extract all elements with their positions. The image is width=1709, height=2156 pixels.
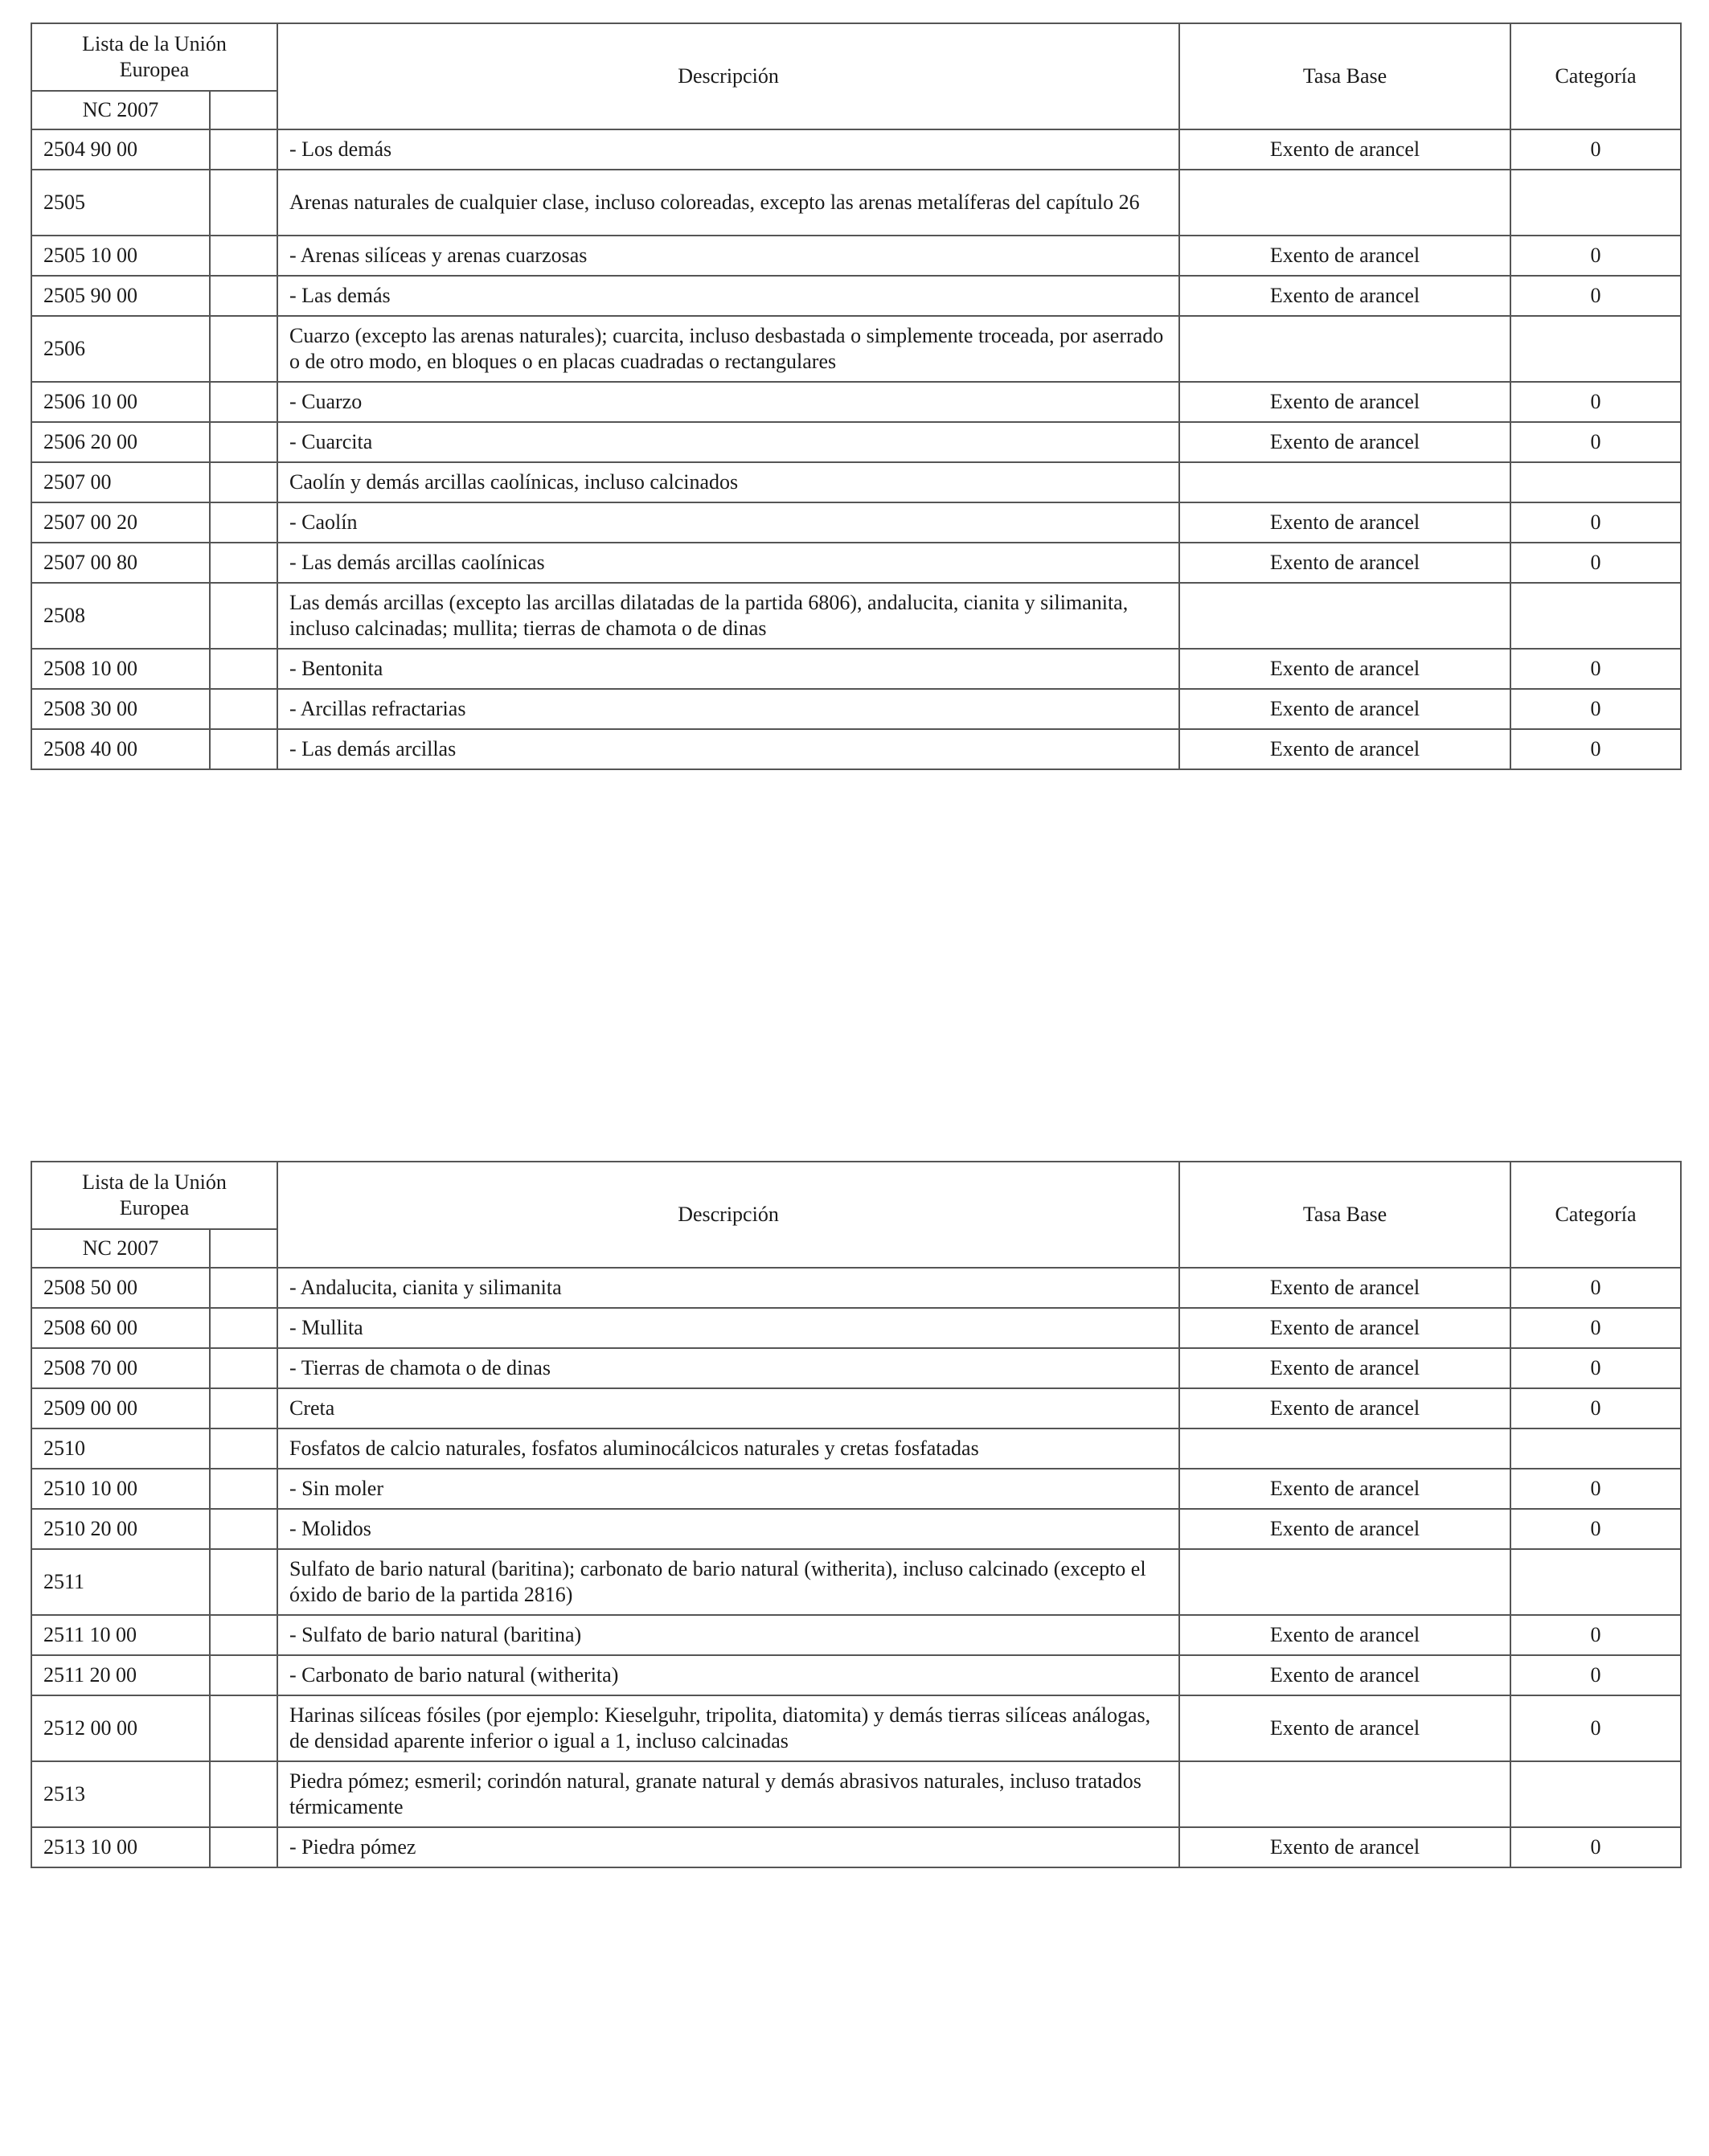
table-row	[31, 1388, 1681, 1428]
code-cell: 2513 10 00	[31, 1827, 210, 1867]
header-list-label: Lista de la Unión Europea	[31, 23, 277, 91]
blank-cell	[210, 502, 277, 543]
header-nc-label: NC 2007	[31, 91, 210, 129]
blank-cell	[210, 1549, 277, 1615]
code-cell: 2510 20 00	[31, 1509, 210, 1549]
code-cell: 2505 90 00	[31, 276, 210, 316]
table-row	[31, 382, 1681, 422]
blank-cell	[210, 170, 277, 236]
code-cell: 2506	[31, 316, 210, 382]
code-cell: 2511 20 00	[31, 1655, 210, 1695]
category-cell	[1510, 170, 1681, 236]
base-rate-cell: Exento de arancel	[1179, 1268, 1510, 1308]
blank-cell	[210, 1348, 277, 1388]
base-rate-cell	[1179, 170, 1510, 236]
code-cell: 2508 40 00	[31, 729, 210, 769]
code-cell: 2506 10 00	[31, 382, 210, 422]
blank-cell	[210, 1655, 277, 1695]
blank-cell	[210, 129, 277, 170]
description-cell: - Cuarcita	[277, 422, 1179, 462]
header-description: Descripción	[277, 1162, 1179, 1268]
category-cell: 0	[1510, 1655, 1681, 1695]
header-category: Categoría	[1510, 1162, 1681, 1268]
table-row	[31, 1761, 1681, 1827]
code-cell: 2510	[31, 1428, 210, 1469]
code-cell: 2505	[31, 170, 210, 236]
code-cell: 2508 30 00	[31, 689, 210, 729]
table-row	[31, 276, 1681, 316]
table-row	[31, 422, 1681, 462]
header-list-label: Lista de la Unión Europea	[31, 1162, 277, 1229]
table-row	[31, 1827, 1681, 1867]
base-rate-cell: Exento de arancel	[1179, 129, 1510, 170]
description-cell: - Las demás	[277, 276, 1179, 316]
header-category: Categoría	[1510, 23, 1681, 129]
category-cell: 0	[1510, 276, 1681, 316]
category-cell	[1510, 1761, 1681, 1827]
base-rate-cell: Exento de arancel	[1179, 1469, 1510, 1509]
category-cell: 0	[1510, 649, 1681, 689]
category-cell: 0	[1510, 1268, 1681, 1308]
category-cell: 0	[1510, 1615, 1681, 1655]
code-cell: 2511 10 00	[31, 1615, 210, 1655]
description-cell: - Sin moler	[277, 1469, 1179, 1509]
description-cell: Caolín y demás arcillas caolínicas, incluso calcinados	[277, 462, 1179, 502]
table-row	[31, 1509, 1681, 1549]
blank-cell	[210, 1428, 277, 1469]
category-cell: 0	[1510, 236, 1681, 276]
category-cell: 0	[1510, 689, 1681, 729]
header-blank-cell	[210, 91, 277, 129]
code-cell: 2508 70 00	[31, 1348, 210, 1388]
blank-cell	[210, 236, 277, 276]
blank-cell	[210, 1308, 277, 1348]
table-row	[31, 1469, 1681, 1509]
category-cell	[1510, 583, 1681, 649]
header-blank-cell	[210, 1229, 277, 1268]
base-rate-cell	[1179, 1428, 1510, 1469]
base-rate-cell: Exento de arancel	[1179, 1655, 1510, 1695]
code-cell: 2507 00	[31, 462, 210, 502]
blank-cell	[210, 1469, 277, 1509]
blank-cell	[210, 729, 277, 769]
base-rate-cell	[1179, 583, 1510, 649]
base-rate-cell	[1179, 316, 1510, 382]
table-row	[31, 1615, 1681, 1655]
table-row	[31, 1655, 1681, 1695]
blank-cell	[210, 689, 277, 729]
description-cell: - Sulfato de bario natural (baritina)	[277, 1615, 1179, 1655]
base-rate-cell: Exento de arancel	[1179, 729, 1510, 769]
base-rate-cell: Exento de arancel	[1179, 689, 1510, 729]
blank-cell	[210, 1615, 277, 1655]
table-row	[31, 543, 1681, 583]
base-rate-cell: Exento de arancel	[1179, 543, 1510, 583]
table-row	[31, 1695, 1681, 1761]
description-cell: - Arcillas refractarias	[277, 689, 1179, 729]
table-row	[31, 1348, 1681, 1388]
table-row	[31, 729, 1681, 769]
category-cell	[1510, 462, 1681, 502]
header-base-rate: Tasa Base	[1179, 1162, 1510, 1268]
description-cell: Las demás arcillas (excepto las arcillas dilatadas de la partida 6806), andalucita, cianita y silimanita, incluso calcinadas; mullita; tierras de chamota o de dinas	[277, 583, 1179, 649]
tariff-table-1-body	[31, 23, 1681, 769]
description-cell: - Las demás arcillas	[277, 729, 1179, 769]
description-cell: - Arenas silíceas y arenas cuarzosas	[277, 236, 1179, 276]
category-cell	[1510, 316, 1681, 382]
category-cell: 0	[1510, 1695, 1681, 1761]
blank-cell	[210, 316, 277, 382]
description-cell: Cuarzo (excepto las arenas naturales); cuarcita, incluso desbastada o simplemente troceada, por aserrado o de otro modo, en bloques o en placas cuadradas o rectangulares	[277, 316, 1179, 382]
blank-cell	[210, 382, 277, 422]
description-cell: Creta	[277, 1388, 1179, 1428]
base-rate-cell	[1179, 1549, 1510, 1615]
description-cell: - Los demás	[277, 129, 1179, 170]
tariff-table-2-body	[31, 1162, 1681, 1867]
header-nc-label: NC 2007	[31, 1229, 210, 1268]
base-rate-cell: Exento de arancel	[1179, 649, 1510, 689]
category-cell: 0	[1510, 543, 1681, 583]
blank-cell	[210, 583, 277, 649]
header-row	[31, 23, 1681, 91]
category-cell: 0	[1510, 1827, 1681, 1867]
table-row	[31, 236, 1681, 276]
table-row	[31, 649, 1681, 689]
category-cell: 0	[1510, 1469, 1681, 1509]
category-cell: 0	[1510, 502, 1681, 543]
description-cell: - Andalucita, cianita y silimanita	[277, 1268, 1179, 1308]
table-row	[31, 1308, 1681, 1348]
category-cell: 0	[1510, 382, 1681, 422]
base-rate-cell: Exento de arancel	[1179, 1827, 1510, 1867]
blank-cell	[210, 649, 277, 689]
blank-cell	[210, 1268, 277, 1308]
category-cell: 0	[1510, 1348, 1681, 1388]
table-row	[31, 689, 1681, 729]
description-cell: - Mullita	[277, 1308, 1179, 1348]
header-description: Descripción	[277, 23, 1179, 129]
code-cell: 2507 00 80	[31, 543, 210, 583]
base-rate-cell: Exento de arancel	[1179, 422, 1510, 462]
code-cell: 2508 60 00	[31, 1308, 210, 1348]
category-cell: 0	[1510, 422, 1681, 462]
code-cell: 2505 10 00	[31, 236, 210, 276]
tariff-table-1	[31, 23, 1682, 770]
description-cell: - Tierras de chamota o de dinas	[277, 1348, 1179, 1388]
table-row	[31, 1268, 1681, 1308]
category-cell	[1510, 1549, 1681, 1615]
base-rate-cell: Exento de arancel	[1179, 276, 1510, 316]
blank-cell	[210, 1695, 277, 1761]
description-cell: - Piedra pómez	[277, 1827, 1179, 1867]
table-row	[31, 170, 1681, 236]
description-cell: Fosfatos de calcio naturales, fosfatos aluminocálcicos naturales y cretas fosfatadas	[277, 1428, 1179, 1469]
base-rate-cell: Exento de arancel	[1179, 1388, 1510, 1428]
blank-cell	[210, 422, 277, 462]
tariff-table-2	[31, 1161, 1682, 1868]
code-cell: 2507 00 20	[31, 502, 210, 543]
code-cell: 2508	[31, 583, 210, 649]
table-row	[31, 462, 1681, 502]
base-rate-cell: Exento de arancel	[1179, 502, 1510, 543]
code-cell: 2506 20 00	[31, 422, 210, 462]
table-row	[31, 583, 1681, 649]
category-cell: 0	[1510, 1509, 1681, 1549]
category-cell: 0	[1510, 1388, 1681, 1428]
code-cell: 2508 50 00	[31, 1268, 210, 1308]
blank-cell	[210, 1388, 277, 1428]
base-rate-cell: Exento de arancel	[1179, 236, 1510, 276]
category-cell	[1510, 1428, 1681, 1469]
category-cell: 0	[1510, 729, 1681, 769]
header-base-rate: Tasa Base	[1179, 23, 1510, 129]
description-cell: - Las demás arcillas caolínicas	[277, 543, 1179, 583]
description-cell: Piedra pómez; esmeril; corindón natural, granate natural y demás abrasivos naturales, incluso tratados térmicamente	[277, 1761, 1179, 1827]
table-row	[31, 502, 1681, 543]
description-cell: - Carbonato de bario natural (witherita)	[277, 1655, 1179, 1695]
base-rate-cell	[1179, 1761, 1510, 1827]
table-row	[31, 129, 1681, 170]
base-rate-cell: Exento de arancel	[1179, 1695, 1510, 1761]
code-cell: 2509 00 00	[31, 1388, 210, 1428]
base-rate-cell	[1179, 462, 1510, 502]
category-cell: 0	[1510, 1308, 1681, 1348]
code-cell: 2512 00 00	[31, 1695, 210, 1761]
code-cell: 2511	[31, 1549, 210, 1615]
category-cell: 0	[1510, 129, 1681, 170]
description-cell: - Molidos	[277, 1509, 1179, 1549]
description-cell: - Bentonita	[277, 649, 1179, 689]
header-row	[31, 1162, 1681, 1229]
table-row	[31, 1549, 1681, 1615]
base-rate-cell: Exento de arancel	[1179, 1509, 1510, 1549]
blank-cell	[210, 276, 277, 316]
description-cell: Sulfato de bario natural (baritina); carbonato de bario natural (witherita), incluso calcinado (excepto el óxido de bario de la partida 2816)	[277, 1549, 1179, 1615]
code-cell: 2510 10 00	[31, 1469, 210, 1509]
blank-cell	[210, 462, 277, 502]
description-cell: - Cuarzo	[277, 382, 1179, 422]
blank-cell	[210, 1509, 277, 1549]
description-cell: Harinas silíceas fósiles (por ejemplo: Kieselguhr, tripolita, diatomita) y demás tierras silíceas análogas, de densidad aparente inferior o igual a 1, incluso calcinadas	[277, 1695, 1179, 1761]
base-rate-cell: Exento de arancel	[1179, 1348, 1510, 1388]
blank-cell	[210, 1827, 277, 1867]
code-cell: 2513	[31, 1761, 210, 1827]
base-rate-cell: Exento de arancel	[1179, 382, 1510, 422]
blank-cell	[210, 543, 277, 583]
blank-cell	[210, 1761, 277, 1827]
base-rate-cell: Exento de arancel	[1179, 1615, 1510, 1655]
base-rate-cell: Exento de arancel	[1179, 1308, 1510, 1348]
code-cell: 2504 90 00	[31, 129, 210, 170]
table-row	[31, 316, 1681, 382]
code-cell: 2508 10 00	[31, 649, 210, 689]
table-row	[31, 1428, 1681, 1469]
description-cell: - Caolín	[277, 502, 1179, 543]
description-cell: Arenas naturales de cualquier clase, incluso coloreadas, excepto las arenas metalíferas del capítulo 26	[277, 170, 1179, 236]
